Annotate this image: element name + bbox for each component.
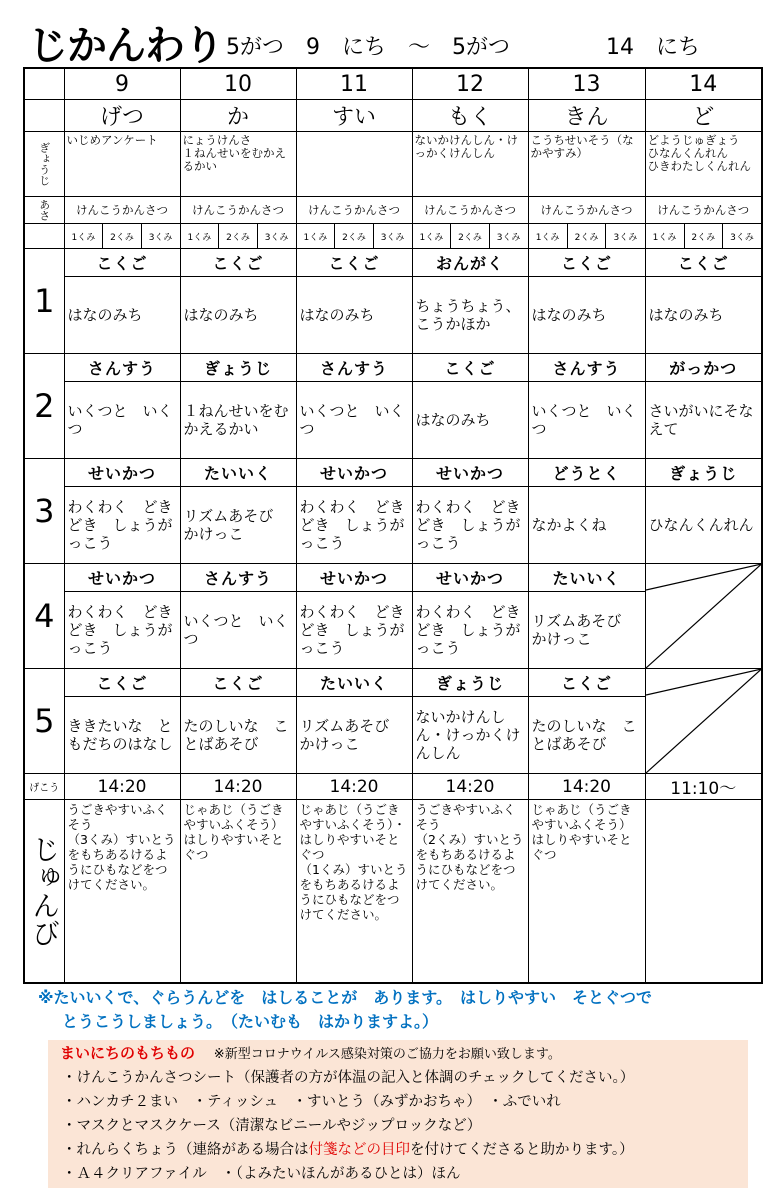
dismissal-time: 11:10〜 [645,774,762,800]
corner-cell [24,100,64,132]
health-check-cell: けんこうかんさつ [296,197,412,224]
day-date: 14 [645,68,762,100]
period-content-row [24,487,762,564]
content-cell: わくわく どきどき しょうがっこう [296,487,412,564]
belongings-heading-row [60,1042,561,1063]
renraku-text-pre: ・れんらくちょう（連絡がある場合は [62,1142,309,1158]
preparation-cell: じゃあじ（うごきやすいふくそう） はしりやすいそとぐつ [180,800,296,984]
content-cell: ひなんくんれん [645,487,762,564]
class-label: 1くみ [71,232,96,243]
content-cell: わくわく どきどき しょうがっこう [412,592,528,669]
period-number: 3 [24,459,64,564]
class-label: 2くみ [335,224,373,248]
dismissal-time: 14:20 [528,774,645,800]
subject-cell: がっかつ [645,354,762,382]
class-label: 2くみ [451,224,489,248]
class-label: 3くみ [606,224,645,248]
subject-cell: せいかつ [412,564,528,592]
class-label: 3くみ [373,224,411,248]
pe-note-line1: ※たいいくで、ぐらうんどを はしることが あります。 はしりやすい そとぐつで [38,988,652,1007]
period-number: 2 [24,354,64,459]
subject-cell: ぎょうじ [180,354,296,382]
diagonal-line [646,669,762,695]
class-label: 2くみ [219,224,257,248]
subject-cell: せいかつ [296,459,412,487]
renraku-text-highlight: 付箋などの目印 [308,1142,410,1158]
preparation-cell: うごきやすいふくそう （2くみ）すいとうをもちあるけるようにひもなどをつけてください。 [412,800,528,984]
class-label: 2くみ [103,224,141,248]
day-name: もく [412,100,528,132]
subject-cell: さんすう [528,354,645,382]
period-subject-row [24,249,762,277]
content-cell: ききたいな ともだちのはなし [64,697,180,774]
corner-cell [24,224,64,249]
content-cell: ちょうちょう、こうかほか [412,277,528,354]
content-cell: わくわく どきどき しょうがっこう [64,592,180,669]
period-number: 4 [24,564,64,669]
subject-cell: たいいく [528,564,645,592]
subject-cell: こくご [528,249,645,277]
day-name: ど [645,100,762,132]
day-date: 9 [64,68,180,100]
day-name: か [180,100,296,132]
class-label: 2くみ [567,224,606,248]
timetable [23,67,763,984]
class-label: 3くみ [141,224,179,248]
health-check-cell: けんこうかんさつ [180,197,296,224]
day-date: 12 [412,68,528,100]
preparation-cell: うごきやすいふくそう （3くみ）すいとうをもちあるけるようにひもなどをつけてください。 [64,800,180,984]
renraku-text-post: を付けてくださると助かります。） [410,1142,634,1158]
dismissal-time: 14:20 [412,774,528,800]
content-cell: いくつと いくつ [528,382,645,459]
period-subject-row [24,459,762,487]
event-cell: ないかけんしん・けっかくけんしん [412,132,528,197]
belongings-item: ・けんこうかんさつシート（保護者の方が体温の記入と体調のチェックしてください。） [62,1070,635,1086]
content-cell: なかよくね [528,487,645,564]
label-gekou: げこう [24,774,64,800]
subject-cell: こくご [296,249,412,277]
content-cell: たのしいな ことばあそび [528,697,645,774]
date-range-end: 14 にち [606,35,700,60]
content-cell: はなのみち [412,382,528,459]
content-cell: いくつと いくつ [296,382,412,459]
belongings-heading-note: ※新型コロナウイルス感染対策のご協力をお願い致します。 [213,1047,561,1062]
class-group-cell [528,224,645,249]
class-label: 2くみ [684,224,723,248]
content-cell: わくわく どきどき しょうがっこう [296,592,412,669]
class-group-cell [645,224,762,249]
class-group-cell [412,224,528,249]
health-check-cell: けんこうかんさつ [412,197,528,224]
content-cell: はなのみち [528,277,645,354]
content-cell: はなのみち [180,277,296,354]
day-name: すい [296,100,412,132]
subject-cell: たいいく [180,459,296,487]
content-cell: はなのみち [64,277,180,354]
content-cell: リズムあそび かけっこ [180,487,296,564]
day-name: きん [528,100,645,132]
content-cell: わくわく どきどき しょうがっこう [64,487,180,564]
belongings-item: ・ハンカチ２まい ・ティッシュ ・すいとう（みずかおちゃ） ・ふでいれ [62,1094,561,1110]
class-label: 1くみ [652,232,677,243]
empty-slot-cell [645,669,762,774]
class-label: 1くみ [187,232,212,243]
health-check-cell: けんこうかんさつ [528,197,645,224]
content-cell: ないかけんしん・けっかくけんしん [412,697,528,774]
day-name: げつ [64,100,180,132]
empty-slot-cell [645,564,762,669]
subject-cell: せいかつ [296,564,412,592]
pe-note-line2: とうこうしましょう。 （たいむも はかりますよ。） [62,1012,439,1031]
content-cell: はなのみち [296,277,412,354]
event-cell: こうちせいそう（なかやすみ） [528,132,645,197]
diagonal-line [646,564,762,590]
preparation-cell [645,800,762,984]
subject-cell: どうとく [528,459,645,487]
corner-cell [24,68,64,100]
class-label: 1くみ [303,232,328,243]
content-cell: わくわく どきどき しょうがっこう [412,487,528,564]
event-cell [296,132,412,197]
period-content-row [24,382,762,459]
preparation-row [24,800,762,984]
label-gyouji: ぎょうじ [24,132,64,197]
asa-row [24,197,762,224]
date-range-start: 5がつ 9 にち 〜 5がつ [226,35,510,60]
belongings-item-renraku [62,1138,634,1159]
subject-cell: ぎょうじ [412,669,528,697]
content-cell: はなのみち [645,277,762,354]
header [0,0,769,68]
content-cell: さいがいにそなえて [645,382,762,459]
dismissal-time: 14:20 [296,774,412,800]
dismissal-row [24,774,762,800]
class-label: 1くみ [535,232,560,243]
content-cell: １ねんせいをむかえるかい [180,382,296,459]
dismissal-time: 14:20 [64,774,180,800]
event-cell: どようじゅぎょう ひなんくんれん ひきわたしくんれん [645,132,762,197]
subject-cell: こくご [180,249,296,277]
subject-cell: さんすう [180,564,296,592]
dayname-row [24,100,762,132]
subject-cell: こくご [645,249,762,277]
subject-cell: たいいく [296,669,412,697]
subject-cell: こくご [64,249,180,277]
class-group-cell [180,224,296,249]
period-number: 1 [24,249,64,354]
period-content-row [24,277,762,354]
class-group-cell [296,224,412,249]
belongings-item: ・Ａ４クリアファイル ・（よみたいほんがあるひとは）ほん [62,1166,461,1182]
event-cell: にょうけんさ １ねんせいをむかえるかい [180,132,296,197]
preparation-cell: じゃあじ（うごきやすいふくそう） はしりやすいそとぐつ [528,800,645,984]
content-cell: いくつと いくつ [64,382,180,459]
page-title: じかんわり [28,23,223,69]
subject-cell: こくご [64,669,180,697]
content-cell: リズムあそび かけっこ [528,592,645,669]
health-check-cell: けんこうかんさつ [64,197,180,224]
subject-cell: せいかつ [412,459,528,487]
diagonal-line [646,669,762,773]
subject-cell: せいかつ [64,564,180,592]
subject-cell: ぎょうじ [645,459,762,487]
day-date: 10 [180,68,296,100]
day-date: 11 [296,68,412,100]
period-subject-row [24,354,762,382]
class-label: 1くみ [419,232,444,243]
preparation-cell: じゃあじ（うごきやすいふくそう）・はしりやすいそとぐつ （1くみ）すいとうをもちあるけるようにひもなどをつけてください。 [296,800,412,984]
label-junbi: じゅんび [24,800,64,984]
class-row [24,224,762,249]
belongings-box [48,1040,748,1188]
content-cell: たのしいな ことばあそび [180,697,296,774]
date-row [24,68,762,100]
event-cell: いじめアンケート [64,132,180,197]
label-asa: あさ [24,197,64,224]
period-subject-row [24,564,762,592]
subject-cell: こくご [180,669,296,697]
subject-cell: おんがく [412,249,528,277]
subject-cell: せいかつ [64,459,180,487]
diagonal-line [646,564,762,668]
period-number: 5 [24,669,64,774]
subject-cell: さんすう [64,354,180,382]
dismissal-time: 14:20 [180,774,296,800]
subject-cell: こくご [412,354,528,382]
class-label: 3くみ [257,224,295,248]
belongings-heading: まいにちのもちもの [60,1044,196,1062]
day-date: 13 [528,68,645,100]
events-row [24,132,762,197]
subject-cell: さんすう [296,354,412,382]
period-subject-row [24,669,762,697]
content-cell: リズムあそび かけっこ [296,697,412,774]
class-group-cell [64,224,180,249]
content-cell: いくつと いくつ [180,592,296,669]
pe-note [38,986,768,1034]
subject-cell: こくご [528,669,645,697]
class-label: 3くみ [489,224,527,248]
class-label: 3くみ [723,224,762,248]
belongings-item: ・マスクとマスクケース（清潔なビニールやジップロックなど） [62,1118,482,1134]
health-check-cell: けんこうかんさつ [645,197,762,224]
